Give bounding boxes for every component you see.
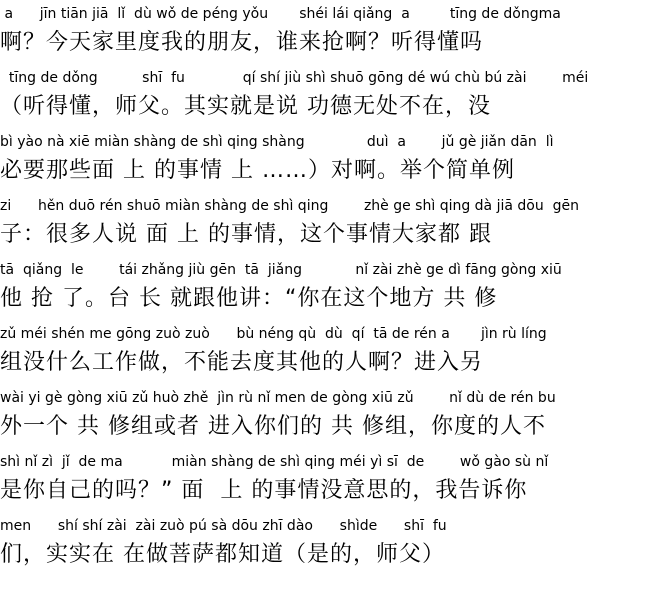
hanzi-row: 们，实实在 在做菩萨都知道（是的，师父） bbox=[0, 542, 445, 567]
hanzi-row: 他 抢 了。台 长 就跟他讲：“你在这个地方 共 修 bbox=[0, 286, 498, 311]
hanzi-row: 组没什么工作做，不能去度其他的人啊？进入另 bbox=[0, 350, 484, 375]
pinyin-row: shì nǐ zì jǐ de ma miàn shàng de shì qing méi yì sī de wǒ gào sù nǐ bbox=[0, 454, 549, 470]
hanzi-row: 外一个 共 修组或者 进入你们的 共 修组，你度的人不 bbox=[0, 414, 546, 439]
pinyin-row: zi hěn duō rén shuō miàn shàng de shì qing zhè ge shì qing dà jiā dōu gēn bbox=[0, 198, 579, 214]
pinyin-row: tā qiǎng le tái zhǎng jiù gēn tā jiǎng nǐ zài zhè ge dì fāng gòng xiū bbox=[0, 262, 562, 278]
pinyin-row: tīng de dǒng shī fu qí shí jiù shì shuō gōng dé wú chù bú zài méi bbox=[0, 70, 589, 86]
pinyin-row: a jīn tiān jiā lǐ dù wǒ de péng yǒu shéi lái qiǎng a tīng de dǒngma bbox=[0, 6, 561, 22]
hanzi-row: 啊？今天家里度我的朋友，谁来抢啊？听得懂吗 bbox=[0, 30, 484, 55]
pinyin-row: men shí shí zài zài zuò pú sà dōu zhī dào shìde shī fu bbox=[0, 518, 447, 534]
hanzi-row: 子：很多人说 面 上 的事情，这个事情大家都 跟 bbox=[0, 222, 492, 247]
pinyin-row: zǔ méi shén me gōng zuò zuò bù néng qù dù qí tā de rén a jìn rù líng bbox=[0, 326, 547, 342]
pinyin-row: bì yào nà xiē miàn shàng de shì qing shàng duì a jǔ gè jiǎn dān lì bbox=[0, 134, 554, 150]
pinyin-row: wài yi gè gòng xiū zǔ huò zhě jìn rù nǐ men de gòng xiū zǔ nǐ dù de rén bu bbox=[0, 390, 556, 406]
hanzi-row: 是你自己的吗？” 面 上 的事情没意思的，我告诉你 bbox=[0, 478, 528, 503]
hanzi-row: 必要那些面 上 的事情 上 ……）对啊。举个简单例 bbox=[0, 158, 515, 183]
hanzi-row: （听得懂，师父。其实就是说 功德无处不在，没 bbox=[0, 94, 491, 119]
